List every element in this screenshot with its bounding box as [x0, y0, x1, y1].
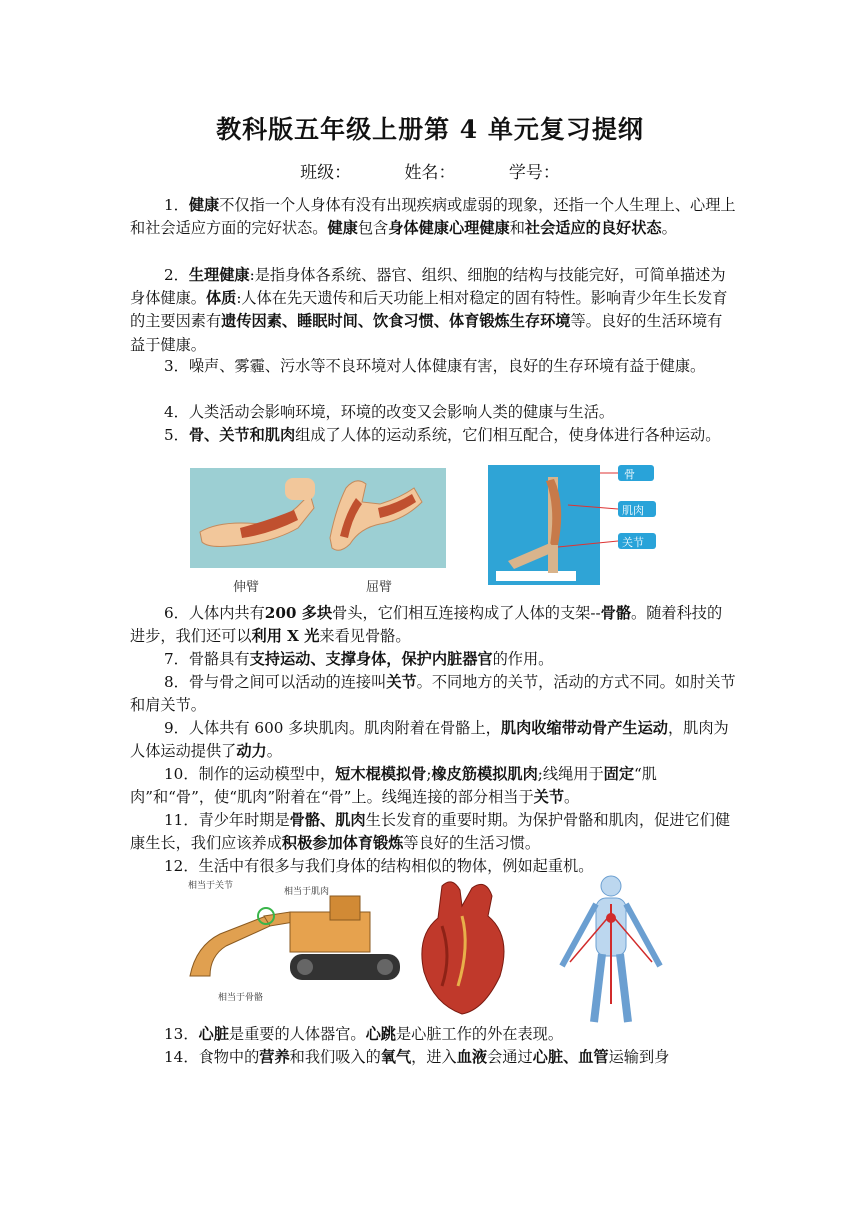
label-joint-equivalent: 相当于关节: [188, 881, 234, 891]
text-run: 。: [266, 742, 282, 761]
text-run: 和: [509, 219, 525, 238]
item-7: [130, 648, 736, 671]
text-run: 的作用。: [492, 650, 554, 668]
text-run: 骨头，它们相互连接构成了人体的支架--: [332, 604, 601, 622]
text-run: 等。良好的生活环境有益于健康。: [130, 312, 723, 354]
class-label: 班级：: [300, 163, 352, 183]
text-run: 是心脏工作的外在表现。: [395, 1025, 564, 1043]
bold-term: 营养: [259, 1048, 290, 1066]
bold-term: 健康: [188, 196, 220, 214]
label-muscle: 肌肉: [622, 504, 644, 517]
label-bone-equivalent: 相当于骨骼: [218, 993, 264, 1003]
text-run: “肌肉”和“骨”，使“肌肉”附着在“骨”上。线绳连接的部分相当于: [130, 765, 657, 807]
item-11: [130, 809, 736, 855]
bold-term: 关节: [533, 788, 565, 807]
bold-term: 身体健康心理健康: [388, 219, 510, 238]
bold-term: 氧气: [380, 1048, 412, 1066]
bold-term: 积极参加体育锻炼: [281, 834, 404, 853]
text-run: 13．: [164, 1025, 199, 1043]
bold-term: 骨骼: [600, 604, 631, 622]
text-run: 生长发育的重要时期。为保护骨骼和肌肉，促进它们健康生长，我们应该养成: [130, 811, 731, 853]
bold-term: 支持运动、支撑身体，保护内脏器官: [249, 650, 493, 668]
text-run: 8．骨与骨之间可以活动的连接叫: [164, 673, 387, 691]
bold-term: 橡皮筋模拟肌肉: [431, 765, 538, 783]
bold-term: 心跳: [365, 1025, 396, 1043]
circulatory-image: [556, 874, 666, 1024]
text-run: 。随着科技的进步，我们还可以: [130, 604, 723, 646]
bold-term: 固定: [603, 765, 635, 783]
caption-flex-arm: 屈臂: [366, 580, 393, 595]
bold-term: 关节: [386, 673, 417, 691]
text-run: 。: [661, 219, 677, 238]
circulatory-illustration: [556, 874, 666, 1024]
item-8: [130, 671, 736, 717]
bold-term: 骨、关节和肌肉: [188, 426, 296, 444]
text-run: 5．: [164, 426, 189, 444]
label-muscle-equivalent: 相当于肌肉: [284, 887, 330, 897]
bold-term: 健康: [327, 219, 358, 238]
item-3: [130, 355, 736, 378]
text-run: 包含: [357, 219, 389, 238]
item-6: [130, 602, 736, 648]
bold-term: 社会适应的良好状态: [524, 219, 662, 238]
item-4: [130, 401, 736, 424]
bold-term: 短木棍模拟骨: [335, 765, 427, 783]
heart-image: [412, 876, 516, 1016]
item-13: [130, 1023, 736, 1046]
text-run: 是重要的人体器官。: [228, 1025, 366, 1043]
bold-term: 肌肉收缩带动骨产生运动: [500, 719, 668, 737]
bold-term: 骨骼、肌肉: [289, 811, 366, 829]
text-run: 不仅指一个人身体有没有出现疾病或虚弱的现象，还指一个人生理上、心理上和社会适应方面的完好状态。: [130, 196, 736, 238]
text-run: 和我们吸入的: [289, 1048, 381, 1066]
text-run: 7．骨骼具有: [164, 650, 250, 668]
bold-term: 动力: [236, 742, 267, 761]
label-joint: 关节: [622, 536, 644, 549]
text-run: 3．噪声、雾霾、污水等不良环境对人体健康有害，良好的生存环境有益于健康。: [164, 357, 706, 375]
text-run: ，进入: [411, 1048, 457, 1066]
text-run: 来看见骨骼。: [319, 627, 411, 646]
text-run: ，肌肉为人体运动提供了: [130, 719, 729, 761]
text-run: 运输到身: [608, 1048, 670, 1066]
item-1: [130, 194, 736, 240]
text-run: 4．人类活动会影响环境，环境的改变又会影响人类的健康与生活。: [164, 403, 615, 421]
text-run: :是指身体各系统、器官、组织、细胞的结构与技能完好，可简单描述为身体健康。: [130, 266, 726, 308]
item-2: [130, 264, 736, 357]
text-run: 。: [564, 788, 580, 807]
text-run: 组成了人体的运动系统，它们相互配合，使身体进行各种运动。: [295, 426, 721, 444]
text-run: 11．青少年时期是: [164, 811, 290, 829]
text-run: ;线绳用于: [537, 765, 604, 783]
bold-term: 心脏、血管: [532, 1048, 609, 1066]
caption-extend-arm: 伸臂: [233, 580, 260, 595]
bold-term: 心脏: [198, 1025, 229, 1043]
bold-term: 血液: [456, 1048, 488, 1066]
text-run: 6．人体内共有: [164, 604, 265, 622]
text-run: 14．食物中的: [164, 1048, 260, 1066]
bold-term: 生理健康: [188, 266, 250, 284]
label-bone: 骨: [624, 468, 635, 481]
arm-illustration: [190, 468, 446, 568]
arm-model-image: [488, 465, 668, 585]
number-label: 学号：: [508, 163, 560, 183]
text-run: 1．: [164, 196, 189, 214]
arm-image: [190, 468, 446, 568]
text-run: :人体在先天遗传和后天功能上相对稳定的固有特性。影响青少年生长发育的主要因素有: [130, 289, 728, 331]
text-run: 2．: [164, 266, 189, 284]
student-info: [0, 158, 860, 183]
text-run: 12．生活中有很多与我们身体的结构相似的物体，例如起重机。: [164, 857, 594, 875]
item-5: [130, 424, 736, 447]
text-run: 9．人体共有 600 多块肌肉。肌肉附着在骨骼上，: [164, 719, 501, 737]
bold-term: 遗传因素、睡眠时间、饮食习惯、体育锻炼生存环境: [221, 312, 571, 331]
bold-term: 200 多块: [264, 604, 333, 622]
text-run: 等良好的生活习惯。: [403, 834, 541, 853]
arm-model-illustration: [488, 465, 668, 585]
text-run: 会通过: [487, 1048, 533, 1066]
item-9: [130, 717, 736, 763]
bold-term: 利用 X 光: [251, 627, 320, 646]
bold-term: 体质: [205, 289, 237, 308]
heart-illustration: [412, 876, 516, 1016]
page-title: 教科版五年级上册第 4 单元复习提纲: [216, 115, 644, 144]
item-14: [130, 1046, 736, 1069]
text-run: 。不同地方的关节，活动的方式不同。如肘关节和肩关节。: [130, 673, 736, 715]
text-run: ;: [426, 765, 432, 783]
name-label: 姓名：: [404, 163, 456, 183]
text-run: 10．制作的运动模型中，: [164, 765, 336, 783]
item-10: [130, 763, 736, 809]
